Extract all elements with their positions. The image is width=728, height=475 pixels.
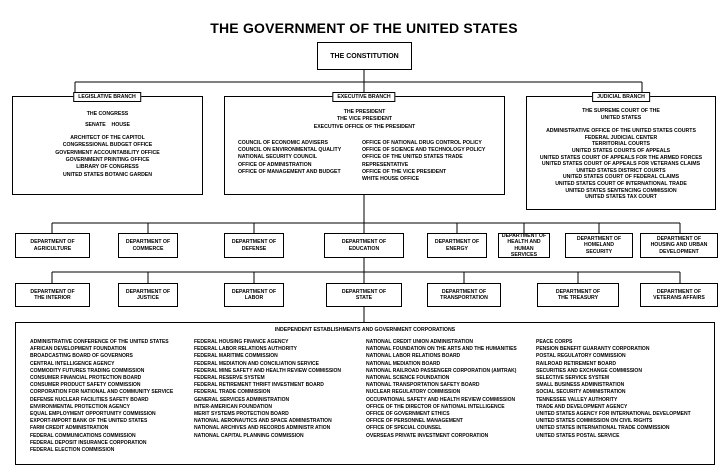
department-box (640, 233, 718, 258)
independent-agency: TRADE AND DEVELOPMENT AGENCY (536, 403, 628, 410)
judicial-item-list (526, 128, 716, 201)
independent-agency: OVERSEAS PRIVATE INVESTMENT CORPORATION (366, 432, 489, 439)
independent-agency: FARM CREDIT ADMINISTRATION (30, 425, 109, 432)
independent-agency: COMMODITY FUTURES TRADING COMMISSION (30, 367, 145, 374)
department-name (440, 289, 488, 302)
eop-office: WHITE HOUSE OFFICE (362, 176, 420, 183)
independent-agency: UNITED STATES POSTAL SERVICE (536, 432, 620, 439)
department-name-line: DEPARTMENT OF (341, 239, 387, 246)
independent-agency: EQUAL EMPLOYMENT OPPORTUNITY COMMISSION (30, 411, 156, 418)
eop-office: COUNCIL OF ECONOMIC ADVISERS (238, 140, 328, 146)
department-box (224, 233, 284, 258)
supreme-court-line-1: THE SUPREME COURT OF THE (582, 108, 660, 114)
independent-agency: FEDERAL HOUSING FINANCE AGENCY (194, 339, 289, 345)
department-name (30, 239, 74, 252)
independent-agency: OFFICE OF GOVERNMENT ETHICS (366, 411, 450, 418)
department-name-line: JUSTICE (137, 295, 159, 301)
independent-agency: ADMINISTRATIVE CONFERENCE OF THE UNITED STATES (30, 339, 169, 345)
eop-office: OFFICE OF NATIONAL DRUG CONTROL POLICY (362, 140, 482, 146)
department-box (118, 233, 178, 258)
department-box (15, 283, 90, 307)
independent-agency: UNITED STATES AGENCY FOR INTERNATIONAL DEVELOPMENT (536, 411, 691, 418)
independent-agency: MERIT SYSTEMS PROTECTION BOARD (194, 411, 289, 418)
department-box (427, 283, 501, 307)
department-name-line: HOUSING AND URBAN (650, 242, 708, 249)
department-name (651, 236, 708, 255)
independent-agency: FEDERAL MINE SAFETY AND HEALTH REVIEW COMMISSION (194, 367, 342, 374)
eop-left-offices (238, 140, 341, 176)
independent-agency: OFFICE OF PERSONNEL MANAGEMENT (366, 418, 463, 425)
executive-branch-label: EXECUTIVE BRANCH (332, 92, 395, 102)
department-name-line: SERVICES (510, 251, 538, 258)
independent-agency: CONSUMER PRODUCT SAFETY COMMISSION (30, 382, 141, 389)
independent-agency: UNITED STATES COMMISSION ON CIVIL RIGHTS (536, 418, 653, 425)
independent-agency: OFFICE OF THE DIRECTOR OF NATIONAL INTELLIGENCE (366, 403, 505, 410)
eop-office: NATIONAL SECURITY COUNCIL (238, 154, 317, 161)
vice-president-label: THE VICE PRESIDENT (336, 116, 393, 123)
department-name-line: DEPARTMENT OF (656, 288, 702, 295)
department-name (232, 289, 276, 302)
independent-agency: SELECTIVE SERVICE SYSTEM (536, 375, 609, 382)
independent-agency: FEDERAL DEPOSIT INSURANCE CORPORATION (30, 439, 147, 446)
eop-office: OFFICE OF MANAGEMENT AND BUDGET (238, 168, 341, 175)
department-name-line: DEVELOPMENT (659, 248, 699, 255)
judicial-branch-label: JUDICIAL BRANCH (592, 92, 650, 102)
independent-column-2 (194, 339, 341, 440)
department-name-line: DEPARTMENT OF (231, 288, 277, 295)
eop-office: OFFICE OF THE VICE PRESIDENT (362, 168, 447, 175)
judicial-item: UNITED STATES TAX COURT (585, 194, 657, 201)
department-box (324, 233, 404, 258)
independent-agency: NATIONAL RAILROAD PASSENGER CORPORATION (AMTRAK) (366, 367, 517, 374)
department-name (342, 239, 386, 252)
legislative-agency: UNITED STATES BOTANIC GARDEN (62, 171, 153, 178)
department-name (577, 236, 621, 255)
department-name-line: LABOR (244, 295, 264, 301)
judicial-item: FEDERAL JUDICIAL CENTER (584, 134, 658, 141)
department-name-line: HEALTH AND HUMAN (507, 239, 541, 252)
independent-column-1 (30, 339, 173, 454)
independent-agency: TENNESSEE VALLEY AUTHORITY (536, 396, 618, 403)
department-name-line: HOMELAND (584, 242, 614, 249)
independent-agency: CONSUMER FINANCIAL PROTECTION BOARD (30, 375, 142, 382)
department-name-line: ENERGY (446, 245, 468, 252)
department-name (126, 289, 170, 302)
department-name (126, 239, 170, 252)
department-name-line: DEPARTMENT OF (555, 288, 601, 295)
independent-agency: AFRICAN DEVELOPMENT FOUNDATION (30, 346, 127, 353)
department-name-line: VETERANS AFFAIRS (653, 295, 705, 301)
independent-column-3 (366, 339, 517, 440)
department-name-line: AGRICULTURE (33, 245, 72, 252)
independent-agency: FEDERAL MEDIATION AND CONCILIATION SERVICE (194, 360, 320, 367)
eop-office: COUNCIL ON ENVIRONMENTAL QUALITY (238, 147, 342, 154)
department-name-line: DEPARTMENT OF (576, 235, 622, 242)
independent-agency: NATIONAL TRANSPORTATION SAFETY BOARD (366, 382, 480, 389)
department-name-line: EDUCATION (348, 245, 380, 252)
department-name-line: THE INTERIOR (34, 295, 71, 301)
legislative-content (12, 111, 203, 179)
independent-agency: NATIONAL FOUNDATION ON THE ARTS AND THE HUMANITIES (366, 346, 517, 353)
independent-agency: NATIONAL CAPITAL PLANNING COMMISSION (194, 432, 304, 439)
judicial-item: UNITED STATES SENTENCING COMMISSION (565, 187, 677, 194)
eop-right-offices (362, 140, 485, 183)
independent-agency: SOCIAL SECURITY ADMINISTRATION (536, 389, 626, 396)
congress-label: THE CONGRESS (86, 111, 129, 117)
independent-agency: NATIONAL SCIENCE FOUNDATION (366, 375, 450, 382)
judicial-item: UNITED STATES COURTS OF APPEALS (571, 147, 671, 154)
department-name-line: DEFENSE (241, 245, 267, 252)
eop-label: EXECUTIVE OFFICE OF THE PRESIDENT (313, 123, 416, 130)
independent-agency: CORPORATION FOR NATIONAL AND COMMUNITY SERVICE (30, 389, 174, 396)
judicial-item: UNITED STATES COURT OF INTERNATIONAL TRADE (555, 180, 687, 187)
judicial-item: UNITED STATES COURT OF APPEALS FOR VETERANS CLAIMS (541, 161, 701, 168)
eop-office: REPRESENTATIVE (362, 161, 409, 168)
executive-heads (224, 109, 505, 131)
department-name-line: STATE (355, 295, 373, 301)
department-name-line: DEPARTMENT OF (501, 232, 547, 239)
independent-agency: EXPORT-IMPORT BANK OF THE UNITED STATES (30, 418, 148, 425)
independent-agency: FEDERAL COMMUNICATIONS COMMISSION (30, 432, 136, 439)
independent-agency: POSTAL REGULATORY COMMISSION (536, 353, 626, 360)
constitution-box (317, 42, 412, 70)
department-name-line: DEPARTMENT OF (231, 239, 277, 246)
independent-agency: PEACE CORPS (536, 339, 573, 345)
department-name (653, 289, 705, 302)
judicial-item: ADMINISTRATIVE OFFICE OF THE UNITED STATES COURTS (546, 128, 696, 135)
independent-heading: INDEPENDENT ESTABLISHMENTS AND GOVERNMENT CORPORATIONS (274, 327, 456, 333)
department-name-line: DEPARTMENT OF (30, 239, 75, 246)
independent-agency: FEDERAL LABOR RELATIONS AUTHORITY (194, 346, 297, 353)
department-box (118, 283, 178, 307)
independent-agency: BROADCASTING BOARD OF GOVERNORS (30, 353, 133, 360)
independent-agency: FEDERAL RETIREMENT THRIFT INVESTMENT BOARD (194, 382, 324, 389)
judicial-content (526, 108, 716, 201)
legislative-agency-list (12, 135, 203, 179)
supreme-court-line-2: UNITED STATES (600, 114, 642, 121)
department-box (498, 233, 550, 258)
legislative-agency: CONGRESSIONAL BUDGET OFFICE (62, 142, 153, 149)
department-name-line: DEPARTMENT OF (30, 288, 75, 295)
president-label: THE PRESIDENT (343, 109, 386, 115)
independent-agency: GENERAL SERVICES ADMINISTRATION (194, 396, 290, 403)
department-name-line: DEPARTMENT OF (341, 288, 387, 295)
legislative-agency: ARCHITECT OF THE CAPITOL (70, 134, 145, 141)
chambers-label: SENATE HOUSE (85, 122, 130, 129)
independent-agency: NATIONAL LABOR RELATIONS BOARD (366, 353, 461, 360)
department-box (565, 233, 633, 258)
independent-agency: CENTRAL INTELLIGENCE AGENCY (30, 360, 115, 367)
independent-agency: NATIONAL CREDIT UNION ADMINISTRATION (366, 339, 474, 345)
independent-agency: PENSION BENEFIT GUARANTY CORPORATION (536, 346, 650, 353)
department-name-line: THE TREASURY (557, 295, 599, 301)
department-name-line: DEPARTMENT OF (125, 239, 171, 246)
page-title: THE GOVERNMENT OF THE UNITED STATES (210, 20, 518, 36)
department-box (15, 233, 90, 258)
independent-agency: FEDERAL RESERVE SYSTEM (194, 375, 265, 382)
independent-agency: FEDERAL ELECTION COMMISSION (30, 447, 115, 454)
independent-agency: NATIONAL MEDIATION BOARD (366, 360, 441, 367)
department-name-line: DEPARTMENT OF (441, 288, 487, 295)
department-name-line: SECURITY (585, 248, 613, 255)
department-name (232, 239, 276, 252)
judicial-item: TERRITORIAL COURTS (591, 141, 651, 148)
independent-agency: DEFENSE NUCLEAR FACILITIES SAFETY BOARD (30, 396, 149, 403)
department-name (342, 289, 386, 302)
independent-agency: OCCUPATIONAL SAFETY AND HEALTH REVIEW COMMISSION (366, 396, 516, 403)
legislative-branch-label: LEGISLATIVE BRANCH (73, 92, 141, 102)
independent-agency: OFFICE OF SPECIAL COUNSEL (366, 425, 442, 432)
department-box (537, 283, 619, 307)
independent-agency: NATIONAL AERONAUTICS AND SPACE ADMINISTRATION (194, 418, 332, 425)
independent-agency: ENVIRONMENTAL PROTECTION AGENCY (30, 403, 130, 410)
department-name (501, 233, 547, 259)
independent-agency: FEDERAL MARITIME COMMISSION (194, 353, 278, 360)
judicial-item: UNITED STATES DISTRICT COURTS (576, 167, 666, 174)
independent-agency: FEDERAL TRADE COMMISSION (194, 389, 271, 396)
department-name-line: DEPARTMENT OF (434, 239, 480, 246)
eop-office: OFFICE OF THE UNITED STATES TRADE (362, 154, 463, 161)
department-box (326, 283, 402, 307)
legislative-agency: GOVERNMENT PRINTING OFFICE (65, 157, 150, 164)
independent-agency: NUCLEAR REGULATORY COMMISSION (366, 389, 461, 396)
eop-office: OFFICE OF ADMINISTRATION (238, 161, 312, 168)
constitution-label: THE CONSTITUTION (330, 52, 399, 60)
legislative-agency: GOVERNMENT ACCOUNTABILITY OFFICE (55, 149, 160, 156)
department-name (30, 289, 74, 302)
independent-agency: NATIONAL ARCHIVES AND RECORDS ADMINISTR ATION (194, 425, 331, 432)
independent-column-4 (536, 339, 691, 440)
department-name (435, 239, 479, 252)
judicial-item: UNITED STATES COURT OF APPEALS FOR THE ARMED FORCES (539, 154, 703, 161)
department-box (640, 283, 718, 307)
department-name (556, 289, 600, 302)
eop-office: OFFICE OF SCIENCE AND TECHNOLOGY POLICY (362, 147, 486, 154)
independent-agency: RAILROAD RETIREMENT BOARD (536, 360, 616, 367)
department-box (427, 233, 487, 258)
department-name-line: DEPARTMENT OF (125, 288, 171, 295)
independent-agency: SMALL BUSINESS ADMINISTRATION (536, 382, 625, 389)
independent-agency: UNITED STATES INTERNATIONAL TRADE COMMISSION (536, 425, 670, 432)
department-name-line: TRANSPORTATION (440, 295, 488, 301)
independent-agency: INTER-AMERICAN FOUNDATION (194, 403, 272, 410)
department-name-line: DEPARTMENT OF (656, 235, 702, 242)
department-name-line: COMMERCE (132, 245, 164, 252)
legislative-agency: LIBRARY OF CONGRESS (76, 164, 139, 171)
independent-agency: SECURITIES AND EXCHANGE COMMISSION (536, 367, 642, 374)
department-box (224, 283, 284, 307)
judicial-item: UNITED STATES COURT OF FEDERAL CLAIMS (562, 174, 680, 181)
